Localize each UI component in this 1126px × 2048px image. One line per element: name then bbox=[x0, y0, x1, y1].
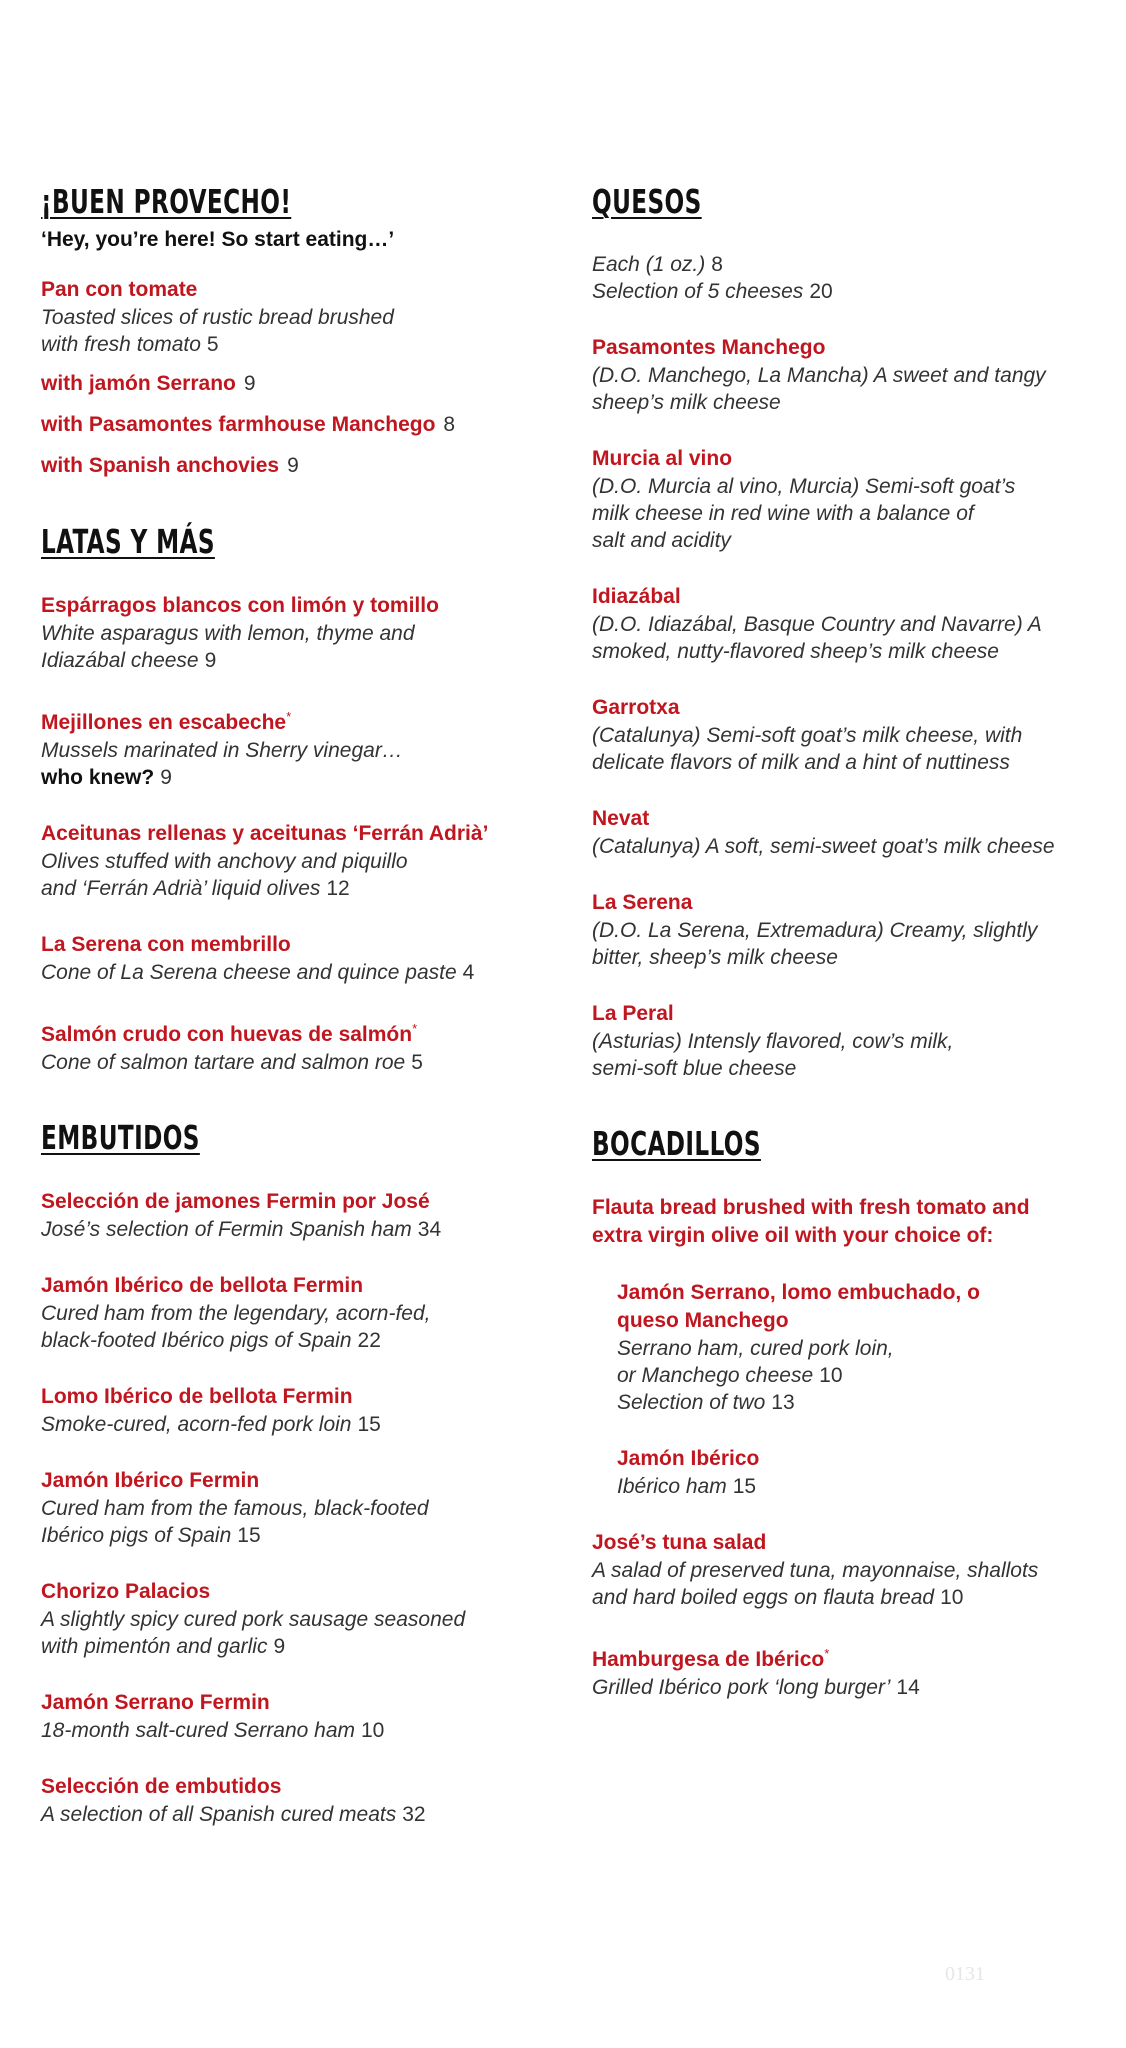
item-name: La Serena bbox=[592, 891, 693, 914]
item-desc bbox=[41, 1522, 541, 1549]
cheese-pricing bbox=[592, 251, 1102, 305]
item-name: Garrotxa bbox=[592, 696, 680, 719]
item-price: 34 bbox=[417, 1218, 442, 1241]
item-name: Selección de jamones Fermin por José bbox=[41, 1190, 430, 1213]
item-desc-text: and hard boiled eggs on flauta bread bbox=[592, 1586, 935, 1609]
menu-item bbox=[592, 694, 1102, 776]
item-desc-text: black-footed Ibérico pigs of Spain bbox=[41, 1329, 352, 1352]
menu-item bbox=[592, 334, 1102, 416]
item-desc-text: Selection of 5 cheeses bbox=[592, 280, 804, 303]
item-desc: Olives stuffed with anchovy and piquillo bbox=[41, 850, 408, 873]
asterisk-mark: * bbox=[824, 1646, 830, 1661]
left-column bbox=[41, 182, 541, 1828]
menu-item bbox=[592, 889, 1102, 971]
item-name-text: Salmón crudo con huevas de salmón bbox=[41, 1023, 413, 1046]
item-desc bbox=[592, 1674, 1102, 1701]
menu-item bbox=[41, 820, 541, 902]
item-desc: Cured ham from the legendary, acorn-fed, bbox=[41, 1302, 431, 1325]
item-price: 15 bbox=[237, 1524, 261, 1547]
item-price: 20 bbox=[809, 280, 833, 303]
item-desc bbox=[41, 331, 541, 358]
menu-item bbox=[41, 276, 541, 358]
item-price: 15 bbox=[732, 1475, 757, 1498]
item-desc-text: Ibérico ham bbox=[617, 1475, 727, 1498]
menu-item bbox=[41, 1689, 541, 1744]
item-desc-text: Ibérico pigs of Spain bbox=[41, 1524, 232, 1547]
section-title-latas: LATAS Y MÁS bbox=[41, 522, 215, 561]
intro-line: extra virgin olive oil with your choice of: bbox=[592, 1224, 994, 1247]
section-title-quesos: QUESOS bbox=[592, 182, 702, 221]
item-desc bbox=[617, 1473, 1102, 1500]
item-name: Selección de embutidos bbox=[41, 1775, 282, 1798]
menu-item bbox=[617, 1279, 1102, 1416]
asterisk-mark: * bbox=[286, 709, 292, 724]
item-desc-text: José’s selection of Fermin Spanish ham bbox=[41, 1218, 412, 1241]
item-name: Jamón Ibérico bbox=[617, 1447, 760, 1470]
item-desc-text: and ‘Ferrán Adrià’ liquid olives bbox=[41, 877, 321, 900]
item-name: Lomo Ibérico de bellota Fermin bbox=[41, 1385, 353, 1408]
item-name: Chorizo Palacios bbox=[41, 1580, 211, 1603]
section-title-embutidos: EMBUTIDOS bbox=[41, 1118, 200, 1157]
menu-item bbox=[617, 1445, 1102, 1500]
extra-item bbox=[41, 452, 541, 480]
item-desc: bitter, sheep’s milk cheese bbox=[592, 946, 838, 969]
page-number: 0131 bbox=[945, 1963, 985, 1985]
item-desc: smoked, nutty-flavored sheep’s milk cheese bbox=[592, 640, 999, 663]
extra-price: 8 bbox=[443, 413, 456, 436]
item-desc bbox=[41, 875, 541, 902]
menu-item bbox=[592, 1000, 1102, 1082]
right-column bbox=[592, 182, 1102, 1701]
menu-item bbox=[592, 1640, 1102, 1701]
item-desc bbox=[41, 1717, 541, 1744]
item-desc bbox=[41, 1801, 541, 1828]
item-name: Jamón Ibérico Fermin bbox=[41, 1469, 260, 1492]
menu-item bbox=[41, 1578, 541, 1660]
menu-item bbox=[41, 592, 541, 674]
item-desc-text: or Manchego cheese bbox=[617, 1364, 814, 1387]
item-name bbox=[41, 703, 541, 737]
item-name: Jamón Serrano Fermin bbox=[41, 1691, 270, 1714]
item-name: Murcia al vino bbox=[592, 447, 733, 470]
item-desc: sheep’s milk cheese bbox=[592, 391, 781, 414]
item-name bbox=[592, 1640, 1102, 1674]
item-desc-text: Selection of two bbox=[617, 1391, 766, 1414]
item-price: 10 bbox=[819, 1364, 843, 1387]
item-price: 13 bbox=[771, 1391, 795, 1414]
section-title-buen-provecho: ¡BUEN PROVECHO! bbox=[41, 182, 292, 221]
item-desc: (Catalunya) A soft, semi-sweet goat’s milk cheese bbox=[592, 835, 1055, 858]
menu-item bbox=[41, 1188, 541, 1243]
item-desc: (Asturias) Intensly flavored, cow’s milk, bbox=[592, 1030, 954, 1053]
menu-item bbox=[41, 1272, 541, 1354]
item-desc: semi-soft blue cheese bbox=[592, 1057, 797, 1080]
menu-item bbox=[41, 1383, 541, 1438]
item-name: Aceitunas rellenas y aceitunas ‘Ferrán Adrià’ bbox=[41, 822, 489, 845]
item-desc-text: Grilled Ibérico pork ‘long burger’ bbox=[592, 1676, 891, 1699]
item-desc: Toasted slices of rustic bread brushed bbox=[41, 306, 394, 329]
bocadillos-intro bbox=[592, 1194, 1102, 1250]
item-desc-text: A selection of all Spanish cured meats bbox=[41, 1803, 397, 1826]
item-desc: (D.O. Murcia al vino, Murcia) Semi-soft goat’s bbox=[592, 475, 1016, 498]
menu-item bbox=[41, 1015, 541, 1076]
item-desc-text: 18-month salt-cured Serrano ham bbox=[41, 1719, 355, 1742]
item-desc: Mussels marinated in Sherry vinegar… bbox=[41, 739, 403, 762]
intro-line: Flauta bread brushed with fresh tomato and bbox=[592, 1196, 1030, 1219]
item-name: Nevat bbox=[592, 807, 650, 830]
item-name: La Serena con membrillo bbox=[41, 933, 291, 956]
item-name-text: Mejillones en escabeche bbox=[41, 711, 287, 734]
item-price: 15 bbox=[357, 1413, 381, 1436]
item-desc: salt and acidity bbox=[592, 529, 731, 552]
menu-item bbox=[41, 1773, 541, 1828]
item-desc-text: Cone of salmon tartare and salmon roe bbox=[41, 1051, 406, 1074]
menu-item bbox=[41, 703, 541, 791]
item-price: 10 bbox=[940, 1586, 964, 1609]
item-desc bbox=[592, 251, 1102, 278]
item-desc bbox=[617, 1389, 1102, 1416]
item-desc: White asparagus with lemon, thyme and bbox=[41, 622, 415, 645]
item-desc: Cured ham from the famous, black-footed bbox=[41, 1497, 429, 1520]
item-desc bbox=[592, 278, 1102, 305]
item-desc-text: with pimentón and garlic bbox=[41, 1635, 268, 1658]
item-desc: (D.O. La Serena, Extremadura) Creamy, slightly bbox=[592, 919, 1038, 942]
menu-item bbox=[592, 583, 1102, 665]
item-price: 32 bbox=[402, 1803, 426, 1826]
menu-item bbox=[41, 1467, 541, 1549]
item-price: 14 bbox=[896, 1676, 920, 1699]
item-desc bbox=[41, 1049, 541, 1076]
item-desc bbox=[592, 1584, 1102, 1611]
item-desc: A salad of preserved tuna, mayonnaise, shallots bbox=[592, 1559, 1039, 1582]
item-desc: (D.O. Manchego, La Mancha) A sweet and tangy bbox=[592, 364, 1046, 387]
menu-item bbox=[592, 445, 1102, 554]
item-price: 12 bbox=[326, 877, 350, 900]
item-desc: A slightly spicy cured pork sausage seasoned bbox=[41, 1608, 466, 1631]
item-name: Espárragos blancos con limón y tomillo bbox=[41, 594, 439, 617]
item-desc: delicate flavors of milk and a hint of nuttiness bbox=[592, 751, 1010, 774]
item-desc bbox=[41, 764, 541, 791]
item-desc: (Catalunya) Semi-soft goat’s milk cheese, with bbox=[592, 724, 1023, 747]
menu-item bbox=[592, 1529, 1102, 1611]
item-price: 4 bbox=[462, 961, 475, 984]
extra-price: 9 bbox=[287, 454, 299, 477]
item-name: Jamón Ibérico de bellota Fermin bbox=[41, 1274, 364, 1297]
extra-price: 9 bbox=[243, 372, 256, 395]
item-price: 5 bbox=[206, 333, 219, 356]
item-desc-text: Smoke-cured, acorn-fed pork loin bbox=[41, 1413, 352, 1436]
item-price: 9 bbox=[160, 766, 172, 789]
extra-name: with Spanish anchovies bbox=[41, 454, 280, 477]
menu-item bbox=[41, 931, 541, 986]
item-desc-text: Each (1 oz.) bbox=[592, 253, 706, 276]
menu-item bbox=[592, 805, 1102, 860]
item-name: queso Manchego bbox=[617, 1309, 789, 1332]
item-desc-text: Idiazábal cheese bbox=[41, 649, 199, 672]
tagline: ‘Hey, you’re here! So start eating…’ bbox=[41, 228, 395, 251]
item-desc-bold: who knew? bbox=[41, 766, 155, 789]
item-desc bbox=[41, 1411, 541, 1438]
item-desc bbox=[617, 1362, 1102, 1389]
item-price: 8 bbox=[711, 253, 723, 276]
extra-name: with jamón Serrano bbox=[41, 372, 236, 395]
item-price: 10 bbox=[361, 1719, 385, 1742]
item-price: 9 bbox=[204, 649, 217, 672]
item-desc bbox=[41, 1633, 541, 1660]
section-title-bocadillos: BOCADILLOS bbox=[592, 1124, 761, 1163]
item-name: Jamón Serrano, lomo embuchado, o bbox=[617, 1281, 980, 1304]
item-desc bbox=[41, 647, 541, 674]
item-name: Idiazábal bbox=[592, 585, 681, 608]
item-desc bbox=[41, 959, 541, 986]
item-desc-text: with fresh tomato bbox=[41, 333, 201, 356]
item-name: Pasamontes Manchego bbox=[592, 336, 826, 359]
item-desc: Serrano ham, cured pork loin, bbox=[617, 1337, 894, 1360]
item-name: Pan con tomate bbox=[41, 278, 198, 301]
item-name bbox=[41, 1015, 541, 1049]
item-name: José’s tuna salad bbox=[592, 1531, 767, 1554]
item-desc: (D.O. Idiazábal, Basque Country and Navarre) A bbox=[592, 613, 1042, 636]
extra-name: with Pasamontes farmhouse Manchego bbox=[41, 413, 436, 436]
item-name: La Peral bbox=[592, 1002, 674, 1025]
item-desc bbox=[41, 1327, 541, 1354]
item-desc: milk cheese in red wine with a balance of bbox=[592, 502, 974, 525]
item-price: 22 bbox=[357, 1329, 381, 1352]
item-name-text: Hamburgesa de Ibérico bbox=[592, 1648, 825, 1671]
item-desc bbox=[41, 1216, 541, 1243]
item-price: 9 bbox=[273, 1635, 286, 1658]
extra-item bbox=[41, 411, 541, 439]
asterisk-mark: * bbox=[412, 1021, 418, 1036]
extra-item bbox=[41, 370, 541, 398]
item-price: 5 bbox=[411, 1051, 423, 1074]
item-desc-text: Cone of La Serena cheese and quince paste bbox=[41, 961, 457, 984]
